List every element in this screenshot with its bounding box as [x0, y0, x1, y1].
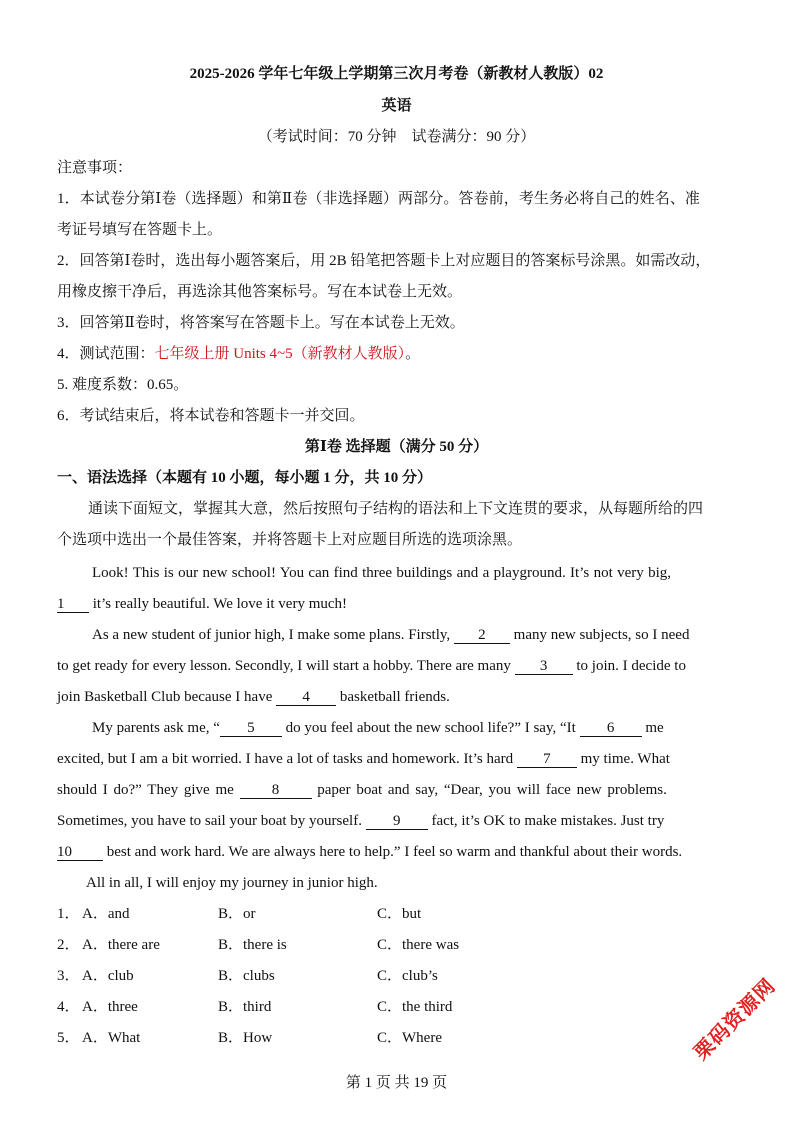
option-b: B．third	[218, 999, 272, 1015]
note-4-suffix: 。	[405, 346, 421, 362]
note-1a: 1．本试卷分第Ⅰ卷（选择题）和第Ⅱ卷（非选择题）两部分。答卷前，考生务必将自己的姓名、准	[57, 191, 701, 207]
question-number: 1．	[57, 906, 80, 922]
blank-3: 3	[515, 658, 573, 675]
passage-p1b	[57, 594, 347, 614]
passage-p3a	[92, 718, 664, 738]
blank-4: 4	[276, 689, 336, 706]
passage-p3d	[57, 811, 664, 831]
passage-p3b	[57, 749, 670, 769]
passage-p2a	[92, 625, 689, 645]
part-title: 第Ⅰ卷 选择题（满分 50 分）	[304, 439, 489, 455]
option-c: C．there was	[377, 937, 460, 953]
option-c: C．Where	[377, 1030, 442, 1046]
blank-6: 6	[580, 720, 642, 737]
note-6: 6．考试结束后，将本试卷和答题卡一并交回。	[57, 408, 365, 424]
passage-text: it’s really beautiful. We love it very much!	[89, 596, 348, 612]
passage-text: paper boat and say, “Dear, you will face new problems.	[311, 782, 667, 798]
note-4	[57, 344, 420, 364]
passage-text: to join. I decide to	[572, 658, 686, 674]
option-a: A．and	[82, 906, 130, 922]
passage-text: do you feel about the new school life?” I say, “It	[281, 720, 580, 736]
question-number: 4．	[57, 999, 80, 1015]
note-4-scope: 七年级上册 Units 4~5（新教材人教版）	[154, 346, 406, 362]
passage-p1a: Look! This is our new school! You can find three buildings and a playground. It’s not very big,	[92, 565, 672, 581]
passage-p2c	[57, 687, 450, 707]
blank-10: 10	[57, 844, 103, 861]
question-number: 3．	[57, 968, 80, 984]
page-footer: 第 1 页 共 19 页	[345, 1075, 448, 1091]
passage-text: many new subjects, so I need	[509, 627, 690, 643]
note-4-prefix: 4．测试范围：	[57, 346, 155, 362]
option-c: C．but	[377, 906, 422, 922]
note-5: 5. 难度系数：0.65。	[57, 377, 189, 393]
subject-title: 英语	[381, 98, 412, 114]
passage-text: join Basketball Club because I have	[57, 689, 277, 705]
blank-5: 5	[220, 720, 282, 737]
passage-text: my time. What	[576, 751, 670, 767]
blank-2: 2	[454, 627, 510, 644]
passage-p3e	[57, 842, 682, 862]
option-a: A．there are	[82, 937, 160, 953]
question-number: 5．	[57, 1030, 80, 1046]
option-c: C．the third	[377, 999, 453, 1015]
option-c: C．club’s	[377, 968, 438, 984]
passage-p4: All in all, I will enjoy my journey in junior high.	[86, 875, 378, 891]
blank-8: 8	[240, 782, 312, 799]
passage-text: My parents ask me, “	[92, 720, 220, 736]
option-b: B．clubs	[218, 968, 275, 984]
question-number: 2．	[57, 937, 80, 953]
passage-text: basketball friends.	[336, 689, 450, 705]
instruction-a: 通读下面短文，掌握其大意，然后按照句子结构的语法和上下文连贯的要求，从每题所给的四	[88, 501, 704, 517]
passage-text: to get ready for every lesson. Secondly, I will start a hobby. There are many	[57, 658, 515, 674]
section-title: 一、语法选择（本题有 10 小题，每小题 1 分，共 10 分）	[57, 470, 433, 486]
passage-p2b	[57, 656, 686, 676]
option-a: A．club	[82, 968, 134, 984]
option-a: A．What	[82, 1030, 141, 1046]
instruction-b: 个选项中选出一个最佳答案，并将答题卡上对应题目所选的选项涂黑。	[57, 532, 523, 548]
option-a: A．three	[82, 999, 138, 1015]
option-b: B．or	[218, 906, 256, 922]
notes-heading: 注意事项：	[57, 160, 133, 176]
exam-info: （考试时间：70 分钟 试卷满分：90 分）	[257, 129, 536, 145]
option-b: B．there is	[218, 937, 287, 953]
note-1b: 考证号填写在答题卡上。	[57, 222, 223, 238]
option-b: B．How	[218, 1030, 273, 1046]
passage-p3c	[57, 780, 667, 800]
passage-text: should I do?” They give me	[57, 782, 240, 798]
exam-title: 2025-2026 学年七年级上学期第三次月考卷（新教材人教版）02	[189, 66, 604, 82]
passage-text: best and work hard. We are always here to help.” I feel so warm and thankful about their words.	[103, 844, 683, 860]
passage-text: excited, but I am a bit worried. I have a lot of tasks and homework. It’s hard	[57, 751, 517, 767]
passage-text: fact, it’s OK to make mistakes. Just try	[427, 813, 665, 829]
passage-text: As a new student of junior high, I make some plans. Firstly,	[92, 627, 454, 643]
blank-1: 1	[57, 596, 89, 613]
watermark-logo: 栗码资源网	[688, 973, 781, 1065]
passage-text: Sometimes, you have to sail your boat by yourself.	[57, 813, 366, 829]
blank-9: 9	[366, 813, 428, 830]
passage-text: me	[641, 720, 664, 736]
note-2a: 2．回答第Ⅰ卷时，选出每小题答案后，用 2B 铅笔把答题卡上对应题目的答案标号涂黑。如需改动，	[57, 253, 711, 269]
note-2b: 用橡皮擦干净后，再选涂其他答案标号。写在本试卷上无效。	[57, 284, 463, 300]
note-3: 3．回答第Ⅱ卷时，将答案写在答题卡上。写在本试卷上无效。	[57, 315, 465, 331]
blank-7: 7	[517, 751, 577, 768]
